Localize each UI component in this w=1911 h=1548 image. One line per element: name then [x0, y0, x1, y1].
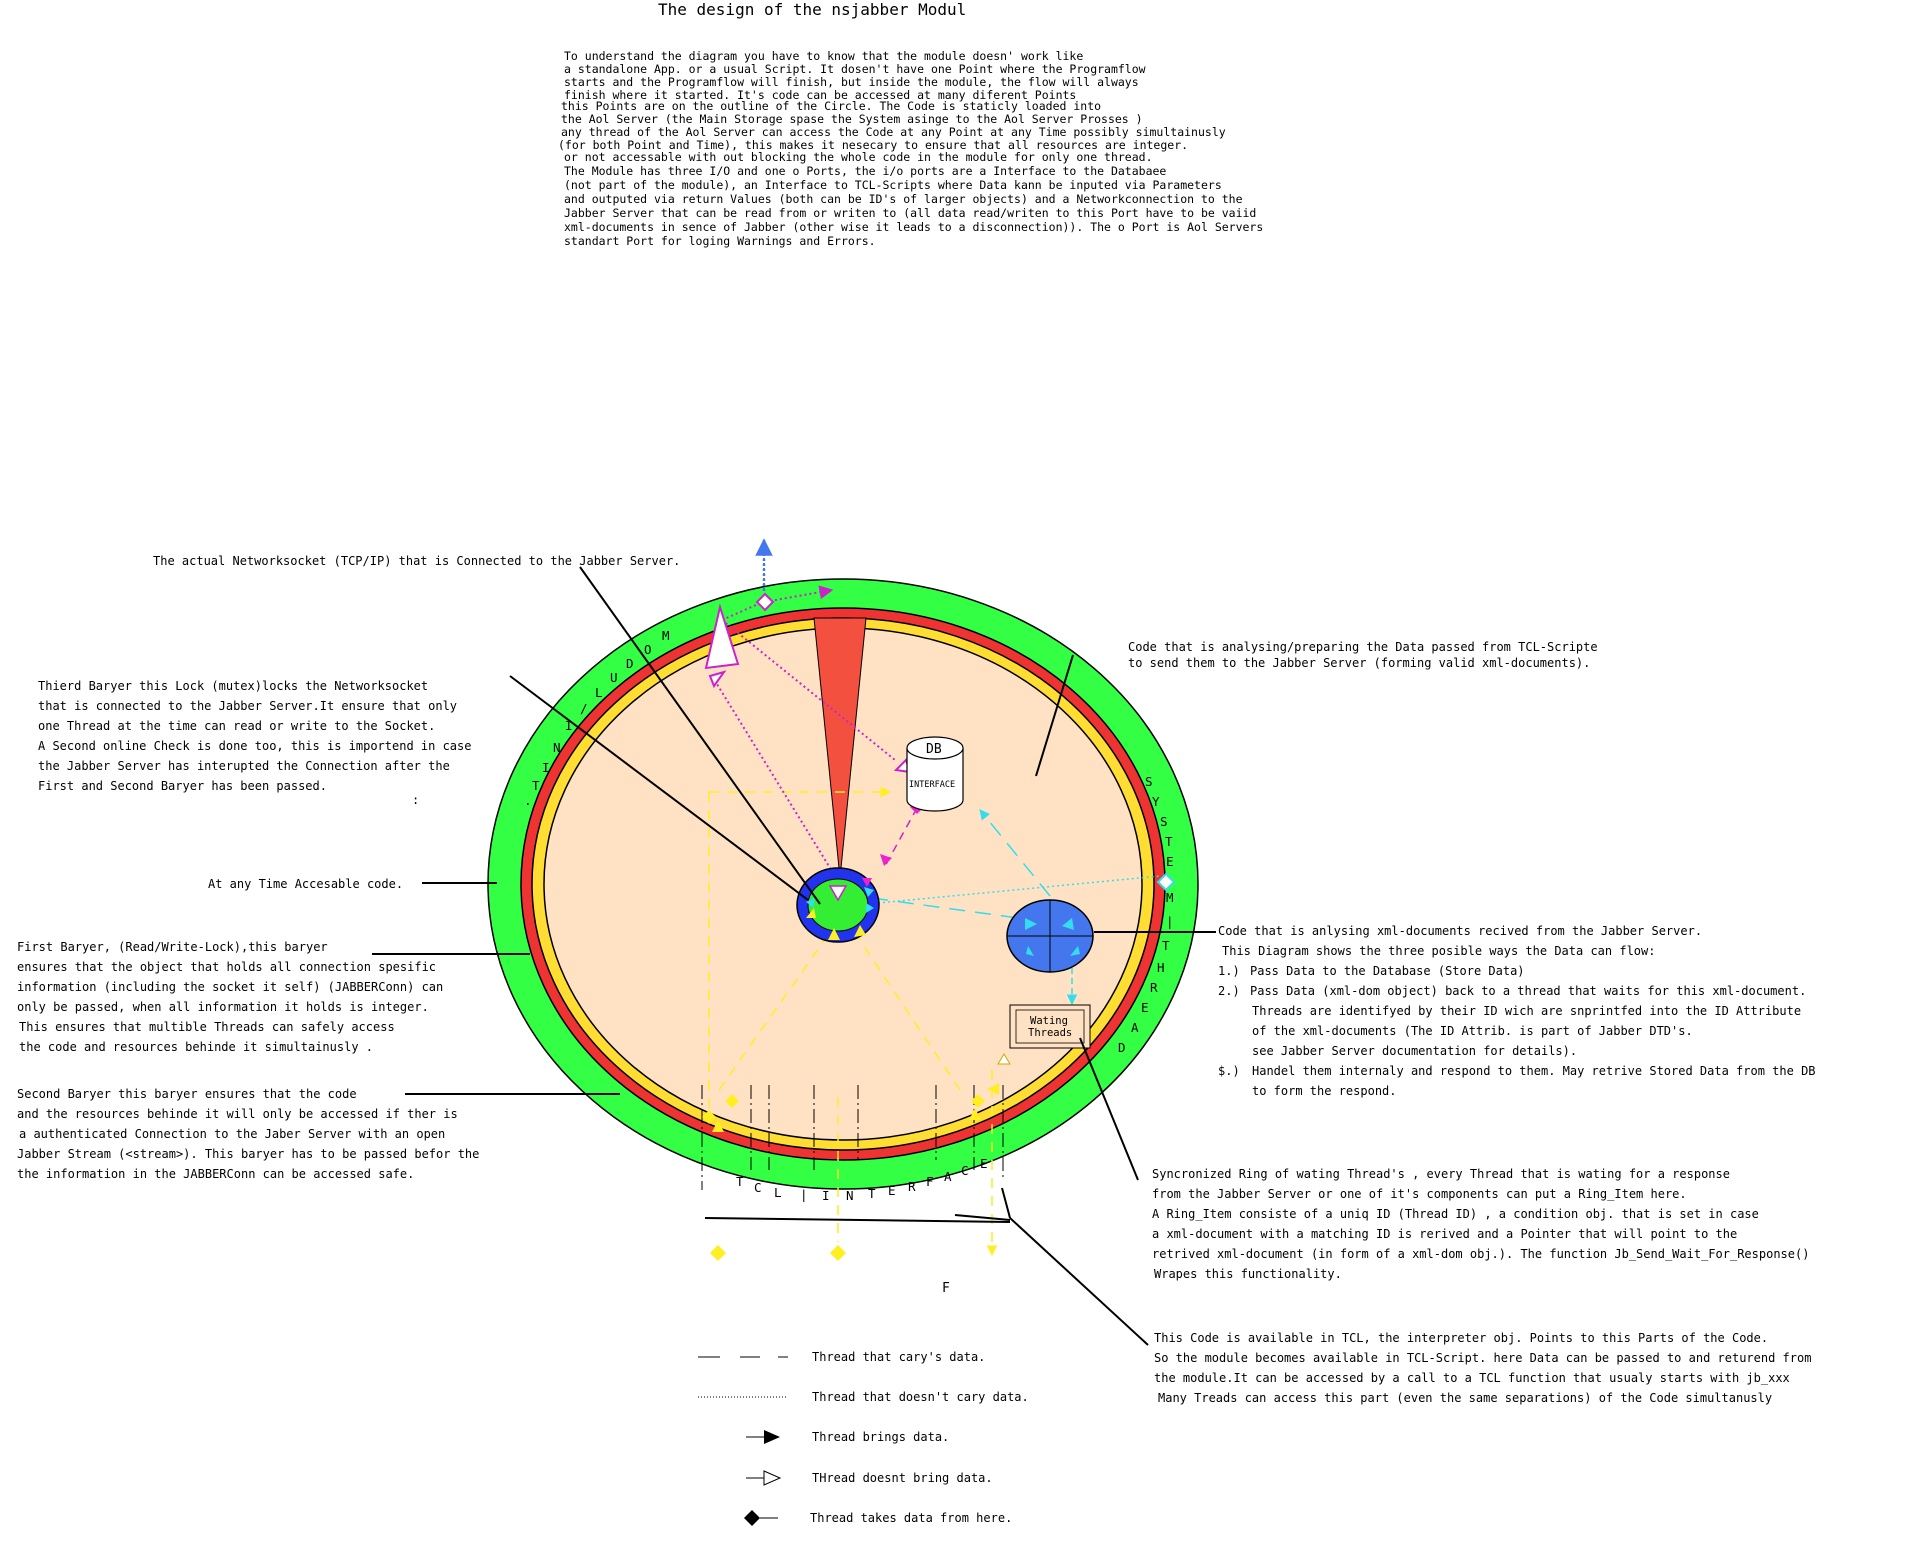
flow-line: see Jabber Server documentation for details). — [1252, 1044, 1578, 1058]
legend-item — [746, 1471, 993, 1485]
ring-annotation — [1152, 1167, 1809, 1281]
annotation-line: the Jabber Server has interupted the Connection after the — [38, 759, 450, 773]
legend-label: THread doesnt bring data. — [812, 1471, 993, 1485]
ring-letter: T — [868, 1186, 876, 1201]
annotation-line: Second Baryer this baryer ensures that the code — [17, 1087, 357, 1101]
ring-letter: T — [1162, 938, 1170, 953]
ring-letter: N — [553, 740, 561, 755]
legend-label: Thread that doesn't cary data. — [812, 1390, 1029, 1404]
flow-number: $.) — [1218, 1064, 1240, 1078]
flow-line: Pass Data (xml-dom object) back to a thread that waits for this xml-document. — [1250, 984, 1807, 998]
intro-line: xml-documents in sence of Jabber (other wise it leads to a disconnection)). The o Port is Aol Servers — [564, 220, 1264, 234]
ring-letter: R — [908, 1179, 916, 1194]
any-time-annotation: At any Time Accesable code. — [208, 877, 404, 891]
db-title: DB — [926, 742, 942, 757]
annotation-line: First Baryer, (Read/Write-Lock),this baryer — [17, 940, 328, 954]
legend-item — [744, 1510, 1012, 1526]
socket-annotation: The actual Networksocket (TCP/IP) that is Connected to the Jabber Server. — [153, 554, 681, 568]
stray-f: F — [942, 1281, 950, 1296]
annotation-line: Syncronized Ring of wating Thread's , every Thread that is wating for a response — [1152, 1167, 1730, 1181]
intro-line: (not part of the module), an Interface to TCL-Scripts where Data kann be inputed via Parameters — [564, 178, 1222, 192]
annotation-line: a xml-document with a matching ID is rerived and a Pointer that will point to the — [1152, 1227, 1738, 1241]
annotation-line: from the Jabber Server or one of it's components can put a Ring_Item here. — [1152, 1187, 1687, 1201]
intro-line: and outputed via return Values (both can be ID's of larger objects) and a Networkconnection to the — [564, 192, 1243, 206]
code-analysing-annotation — [1128, 640, 1598, 670]
legend-item — [698, 1390, 1029, 1404]
annotation-line: Code that is analysing/preparing the Data passed from TCL-Scripte — [1128, 640, 1598, 654]
ring-letter: T — [532, 778, 540, 793]
ring-letter: L — [774, 1185, 782, 1200]
flow-line: to form the respond. — [1252, 1084, 1397, 1098]
ring-letter: T — [1165, 834, 1173, 849]
central-hub — [797, 868, 879, 942]
ring-letter: R — [1150, 980, 1158, 995]
intro-line: finish where it started. It's code can be accessed at many diferent Points — [564, 88, 1077, 102]
annotation-line: the information in the JABBERConn can be accessed safe. — [17, 1167, 415, 1181]
ring-letter: C — [961, 1163, 969, 1178]
ring-letter: / — [580, 701, 588, 716]
annotation-line: This ensures that multible Threads can safely access — [19, 1020, 395, 1034]
stray-colon: : — [412, 793, 420, 807]
waiting-threads-line: Threads — [1028, 1027, 1073, 1039]
ring-letter: I — [822, 1188, 830, 1203]
flow-line: Handel them internaly and respond to them. May retrive Stored Data from the DB — [1252, 1064, 1816, 1078]
legend-label: Thread brings data. — [812, 1430, 950, 1444]
first-baryer-annotation — [17, 940, 443, 1054]
yellow-diamond-marker — [710, 1245, 726, 1261]
intro-line: The Module has three I/O and one o Ports, the i/o ports are a Interface to the Databaee — [564, 164, 1167, 178]
annotation-line: that is connected to the Jabber Server.It ensure that only — [38, 699, 458, 713]
intro-line: starts and the Programflow will finish, but inside the module, the flow will always — [564, 75, 1139, 89]
intro-line: or not accessable with out blocking the whole code in the module for only one thread. — [564, 150, 1153, 164]
intro-line: Jabber Server that can be read from or writen to (all data read/writen to this Port have to be vaiid — [564, 206, 1257, 220]
legend-label: Thread takes data from here. — [810, 1511, 1013, 1525]
annotation-line: First and Second Baryer has been passed. — [38, 779, 327, 793]
xml-analysing-annotation — [1218, 924, 1816, 1098]
ring-letter: T — [736, 1174, 744, 1189]
intro-text — [558, 49, 1263, 248]
db-interface-label: INTERFACE — [909, 780, 956, 790]
second-baryer-annotation — [17, 1087, 479, 1181]
ring-letter: I — [542, 760, 550, 775]
flow-line: of the xml-documents (The ID Attrib. is part of Jabber DTD's. — [1252, 1024, 1693, 1038]
intro-line: this Points are on the outline of the Circle. The Code is staticly loaded into — [561, 99, 1102, 113]
flow-number: 2.) — [1218, 984, 1240, 998]
ring-letter: E — [888, 1183, 896, 1198]
intro-line: any thread of the Aol Server can access the Code at any Point at any Time possibly simultainusly — [561, 125, 1226, 139]
annotation-line: to send them to the Jabber Server (forming valid xml-documents). — [1128, 656, 1591, 670]
flow-number: 1.) — [1218, 964, 1240, 978]
annotation-line: Code that is anlysing xml-documents recived from the Jabber Server. — [1218, 924, 1703, 938]
legend-item — [698, 1350, 985, 1364]
ring-letter: D — [1118, 1040, 1126, 1055]
tcl-code-annotation — [1154, 1331, 1811, 1405]
ring-letter: U — [610, 670, 618, 685]
ring-letter: . — [524, 793, 532, 808]
xml-analyser-node — [1007, 900, 1093, 972]
annotation-line: a authenticated Connection to the Jaber Server with an open — [19, 1127, 446, 1141]
annotation-line: information (including the socket it self) (JABBERConn) can — [17, 980, 444, 994]
waiting-threads-box — [1010, 1005, 1090, 1048]
ring-letter: S — [1160, 814, 1168, 829]
legend-item — [746, 1430, 949, 1444]
db-interface — [907, 737, 963, 811]
legend-filled-arrow-symbol — [764, 1430, 780, 1444]
ring-letter: A — [1131, 1020, 1139, 1035]
annotation-line: So the module becomes available in TCL-Script. here Data can be passed to and returend from — [1154, 1351, 1812, 1365]
intro-line: standart Port for loging Warnings and Errors. — [564, 234, 876, 248]
annotation-line: Thierd Baryer this Lock (mutex)locks the Networksocket — [38, 679, 429, 693]
annotation-line: and the resources behinde it will only be accessed if ther is — [17, 1107, 458, 1121]
annotation-line: one Thread at the time can read or write to the Socket. — [38, 719, 436, 733]
third-baryer-annotation — [38, 679, 471, 807]
ring-letter: E — [980, 1156, 988, 1171]
annotation-line: Jabber Stream (<stream>). This baryer has to be passed befor the — [17, 1147, 480, 1161]
intro-line: To understand the diagram you have to know that the module doesn' work like — [564, 49, 1084, 63]
intro-line: the Aol Server (the Main Storage spase the System asinge to the Aol Server Prosses ) — [561, 112, 1143, 126]
ring-letter: | — [800, 1187, 808, 1202]
ring-letter: C — [754, 1180, 762, 1195]
annotation-line: retrived xml-document (in form of a xml-dom obj.). The function Jb_Send_Wait_For_Response() — [1152, 1247, 1810, 1261]
legend-hollow-arrow-symbol — [764, 1471, 780, 1485]
legend — [698, 1350, 1063, 1548]
ring-letter: O — [644, 642, 652, 657]
annotation-line: This Diagram shows the three posible ways the Data can flow: — [1222, 944, 1656, 958]
ring-letter: L — [595, 685, 603, 700]
flow-line: Pass Data to the Database (Store Data) — [1250, 964, 1525, 978]
diagram-title: The design of the nsjabber Modul — [658, 0, 967, 19]
annotation-line: Many Treads can access this part (even the same separations) of the Code simultanusly — [1158, 1391, 1773, 1405]
ring-letter: F — [926, 1174, 934, 1189]
annotation-line: ensures that the object that holds all connection spesific — [17, 960, 437, 974]
annotation-line: only be passed, when all information it holds is integer. — [17, 1000, 429, 1014]
ring-letter: I — [565, 718, 573, 733]
intro-line: (for both Point and Time), this makes it nesecary to ensure that all resources are integer. — [558, 138, 1189, 152]
ring-letter: N — [846, 1188, 854, 1203]
ring-letter: H — [1157, 960, 1165, 975]
legend-filled-diamond-symbol — [744, 1510, 760, 1526]
annotation-line: A Second online Check is done too, this is importend in case — [38, 739, 472, 753]
ring-letter: M — [662, 628, 670, 643]
ring-letter: Y — [1152, 794, 1160, 809]
ring-letter: M — [1166, 890, 1174, 905]
annotation-line: This Code is available in TCL, the interpreter obj. Points to this Parts of the Code. — [1154, 1331, 1769, 1345]
yellow-diamond-marker — [830, 1245, 846, 1261]
waiting-threads-line: Wating — [1030, 1015, 1068, 1027]
ring-letter: D — [626, 656, 634, 671]
ring-letter: A — [944, 1169, 952, 1184]
annotation-line: the code and resources behinde it simultainusly . — [19, 1040, 374, 1054]
ring-letter: E — [1141, 1000, 1149, 1015]
annotation-line: the module.It can be accessed by a call to a TCL function that usualy starts with jb_xxx — [1154, 1371, 1790, 1385]
ring-letter: E — [1166, 854, 1174, 869]
annotation-line: A Ring_Item consiste of a uniq ID (Thread ID) , a condition obj. that is set in case — [1152, 1207, 1759, 1221]
ring-letter: S — [1145, 774, 1153, 789]
flow-line: Threads are identifyed by their ID wich are snprintfed into the ID Attribute — [1252, 1004, 1802, 1018]
annotation-line: Wrapes this functionality. — [1154, 1267, 1342, 1281]
legend-label: Thread that cary's data. — [812, 1350, 986, 1364]
ring-letter: | — [1166, 914, 1174, 929]
intro-line: a standalone App. or a usual Script. It dosen't have one Point where the Programflow — [564, 62, 1146, 76]
